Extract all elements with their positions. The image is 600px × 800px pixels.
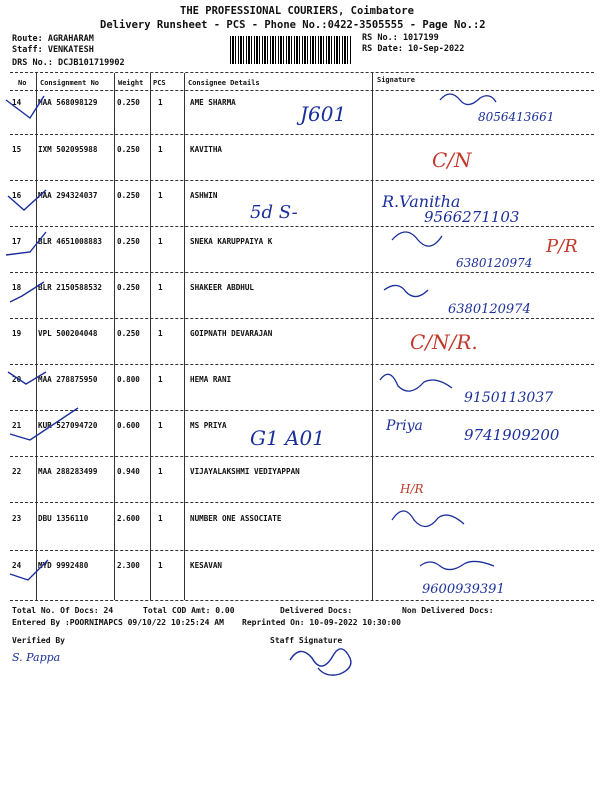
hw-mark-19: C/N/R. [410,330,478,354]
consignee-name: SHAKEER ABDHUL [190,283,255,292]
weight: 0.250 [117,191,140,200]
courier-title: THE PROFESSIONAL COURIERS, Coimbatore [180,5,414,17]
consignment-no: BLR 2150588532 [38,283,103,292]
row-no: 24 [12,561,22,570]
consignee-name: HEMA RANI [190,375,232,384]
consignee-name: SNEKA KARUPPAIYA K [190,237,273,246]
consignee-name: GOIPNATH DEVARAJAN [190,329,273,338]
col-weight: Weight [118,79,144,87]
consignment-no: BLR 4651008883 [38,237,103,246]
weight: 0.250 [117,329,140,338]
rs-date: RS Date: 10-Sep-2022 [362,44,465,54]
col-pcs: PCS [153,79,166,87]
hw-sign-16: R.Vanitha [382,192,461,211]
total-docs: Total No. Of Docs: 24 [12,606,114,615]
staff-label: Staff: VENKATESH [12,45,94,55]
row-no: 21 [12,421,22,430]
col-signature: Signature [377,76,415,84]
consignment-no: VPL 500204048 [38,329,98,338]
hw-door-21: G1 A01 [250,426,325,450]
consignee-name: MS PRIYA [190,421,227,430]
weight: 0.940 [117,467,140,476]
hw-phone-16: 9566271103 [424,208,520,226]
total-cod: Total COD Amt: 0.00 [143,606,235,615]
row-no: 17 [12,237,22,246]
delivered-docs: Delivered Docs: [280,606,353,615]
pcs: 1 [158,191,163,200]
entered-by: Entered By :POORNIMAPCS 09/10/22 10:25:24 AM [12,618,224,627]
drs-number: DRS No.: DCJB101719902 [12,58,125,68]
hw-mark-15: C/N [432,148,472,172]
consignee-name: VIJAYALAKSHMI VEDIYAPPAN [190,467,300,476]
staff-signature-label: Staff Signature [270,636,343,645]
consignment-no: IXM 502095988 [38,145,98,154]
consignment-no: MAA 568098129 [38,98,98,107]
row-no: 15 [12,145,22,154]
consignment-no: MYD 9992480 [38,561,89,570]
reprinted-on: Reprinted On: 10-09-2022 10:30:00 [242,618,401,627]
pcs: 1 [158,237,163,246]
consignment-no: DBU 1356110 [38,514,89,523]
row-no: 14 [12,98,22,107]
pcs: 1 [158,421,163,430]
hw-phone-14: 8056413661 [478,110,555,124]
row-no: 19 [12,329,22,338]
verifier-signature: S. Pappa [12,651,61,664]
consignment-no: MAA 278875950 [38,375,98,384]
weight: 0.250 [117,98,140,107]
pcs: 1 [158,375,163,384]
row-no: 20 [12,375,22,384]
consignee-name: NUMBER ONE ASSOCIATE [190,514,282,523]
hw-mark-22: H/R [400,482,424,496]
hw-phone-18: 6380120974 [448,302,531,317]
pcs: 1 [158,145,163,154]
consignee-name: AME SHARMA [190,98,236,107]
hw-sign-21: Priya [386,418,423,434]
pcs: 1 [158,329,163,338]
row-no: 18 [12,283,22,292]
non-delivered-docs: Non Delivered Docs: [402,606,494,615]
hw-door-16: 5d S- [250,202,298,223]
col-consignment: Consignment No [40,79,100,87]
consignment-no: MAA 294324037 [38,191,98,200]
consignee-name: ASHWIN [190,191,218,200]
consignee-name: KAVITHA [190,145,223,154]
hw-phone-21: 9741909200 [464,426,560,444]
pcs: 1 [158,514,163,523]
hw-phone-24: 9600939391 [422,582,505,597]
consignee-name: KESAVAN [190,561,223,570]
weight: 0.250 [117,145,140,154]
hw-mark-17: P/R [546,236,578,257]
runsheet-subtitle: Delivery Runsheet - PCS - Phone No.:0422-3505555 - Page No.:2 [100,19,486,31]
pcs: 1 [158,283,163,292]
weight: 2.300 [117,561,140,570]
pcs: 1 [158,561,163,570]
pcs: 1 [158,467,163,476]
weight: 0.250 [117,237,140,246]
col-consignee: Consignee Details [188,79,260,87]
hw-phone-20: 9150113037 [464,390,554,406]
weight: 0.800 [117,375,140,384]
row-no: 16 [12,191,22,200]
verified-by-label: Verified By [12,636,65,645]
route-label: Route: AGRAHARAM [12,34,94,44]
pcs: 1 [158,98,163,107]
hw-door-14: J601 [300,102,347,126]
weight: 0.600 [117,421,140,430]
hw-phone-17: 6380120974 [456,256,533,270]
weight: 0.250 [117,283,140,292]
col-no: No [18,79,27,87]
rs-number: RS No.: 1017199 [362,33,439,43]
consignment-no: KUR 527094720 [38,421,98,430]
row-no: 23 [12,514,22,523]
row-no: 22 [12,467,22,476]
consignment-no: MAA 288283499 [38,467,98,476]
weight: 2.600 [117,514,140,523]
